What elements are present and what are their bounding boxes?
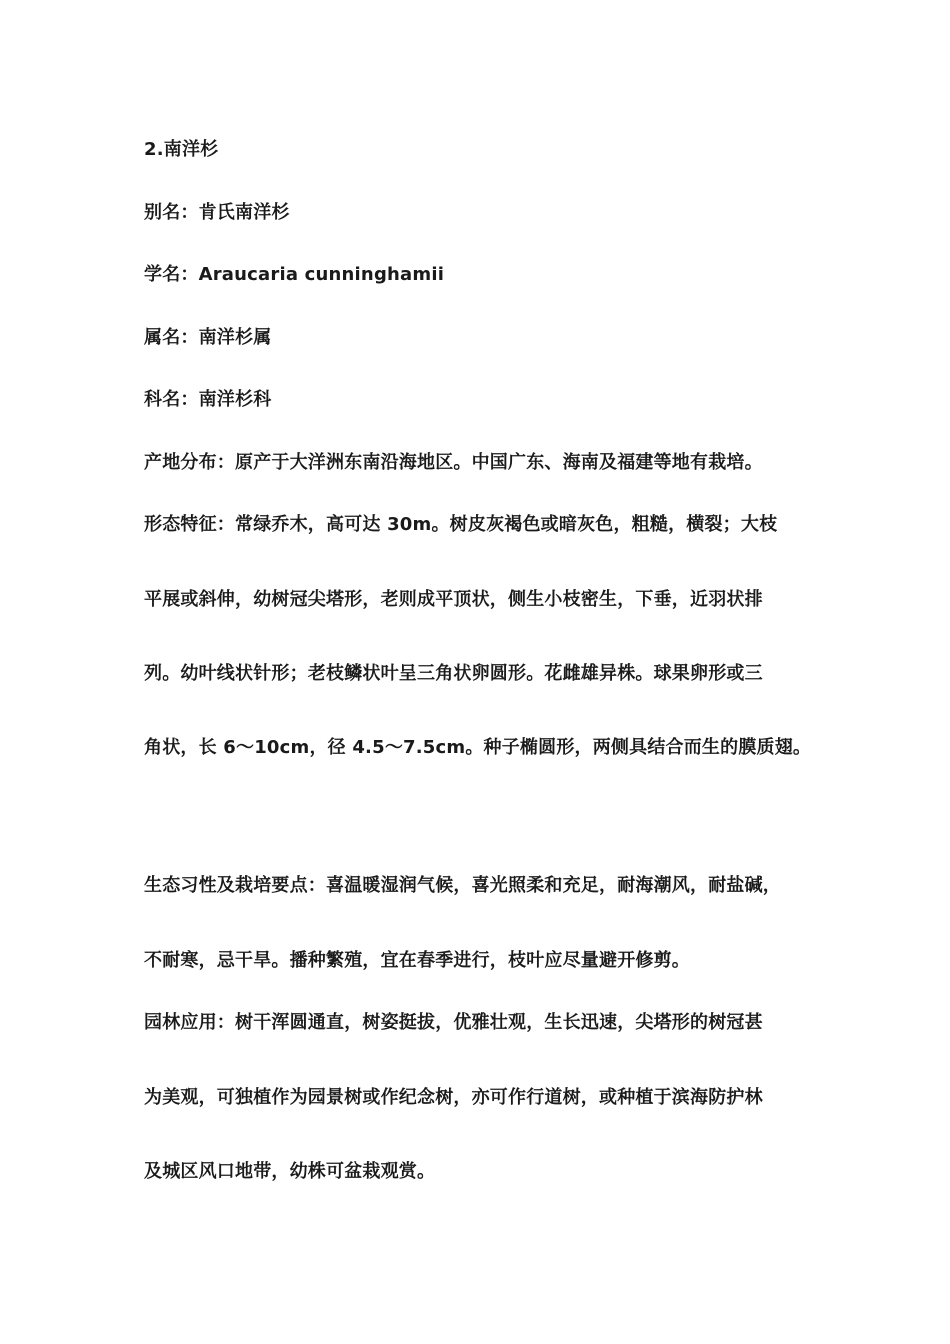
distribution-line: 产地分布：原产于大洋洲东南沿海地区。中国广东、海南及福建等地有栽培。 [144, 452, 763, 473]
alias-line: 别名：肯氏南洋杉 [144, 202, 290, 223]
ecology-line-1: 生态习性及栽培要点：喜温暖湿润气候，喜光照柔和充足，耐海潮风，耐盐碱， [144, 875, 781, 896]
morphology-line-2: 平展或斜伸，幼树冠尖塔形，老则成平顶状，侧生小枝密生，下垂，近羽状排 [144, 589, 763, 610]
landscape-line-1: 园林应用：树干浑圆通直，树姿挺拔，优雅壮观，生长迅速，尖塔形的树冠甚 [144, 1012, 763, 1033]
scientific-name-line: 学名：Araucaria cunninghamii [144, 264, 445, 285]
morphology-line-3: 列。幼叶线状针形；老枝鳞状叶呈三角状卵圆形。花雌雄异株。球果卵形或三 [144, 663, 763, 684]
ecology-line-2: 不耐寒，忌干旱。播种繁殖，宜在春季进行，枝叶应尽量避开修剪。 [144, 950, 690, 971]
genus-line: 属名：南洋杉属 [144, 327, 272, 348]
document-title: 2.南洋杉 [144, 139, 219, 160]
morphology-line-1: 形态特征：常绿乔木，高可达 30m。树皮灰褐色或暗灰色，粗糙，横裂；大枝 [144, 514, 778, 535]
landscape-line-3: 及城区风口地带，幼株可盆栽观赏。 [144, 1161, 436, 1182]
family-line: 科名：南洋杉科 [144, 389, 272, 410]
landscape-line-2: 为美观，可独植作为园景树或作纪念树，亦可作行道树，或种植于滨海防护林 [144, 1087, 763, 1108]
morphology-line-4: 角状，长 6～10cm，径 4.5～7.5cm。种子椭圆形，两侧具结合而生的膜质翅。 [144, 737, 812, 758]
